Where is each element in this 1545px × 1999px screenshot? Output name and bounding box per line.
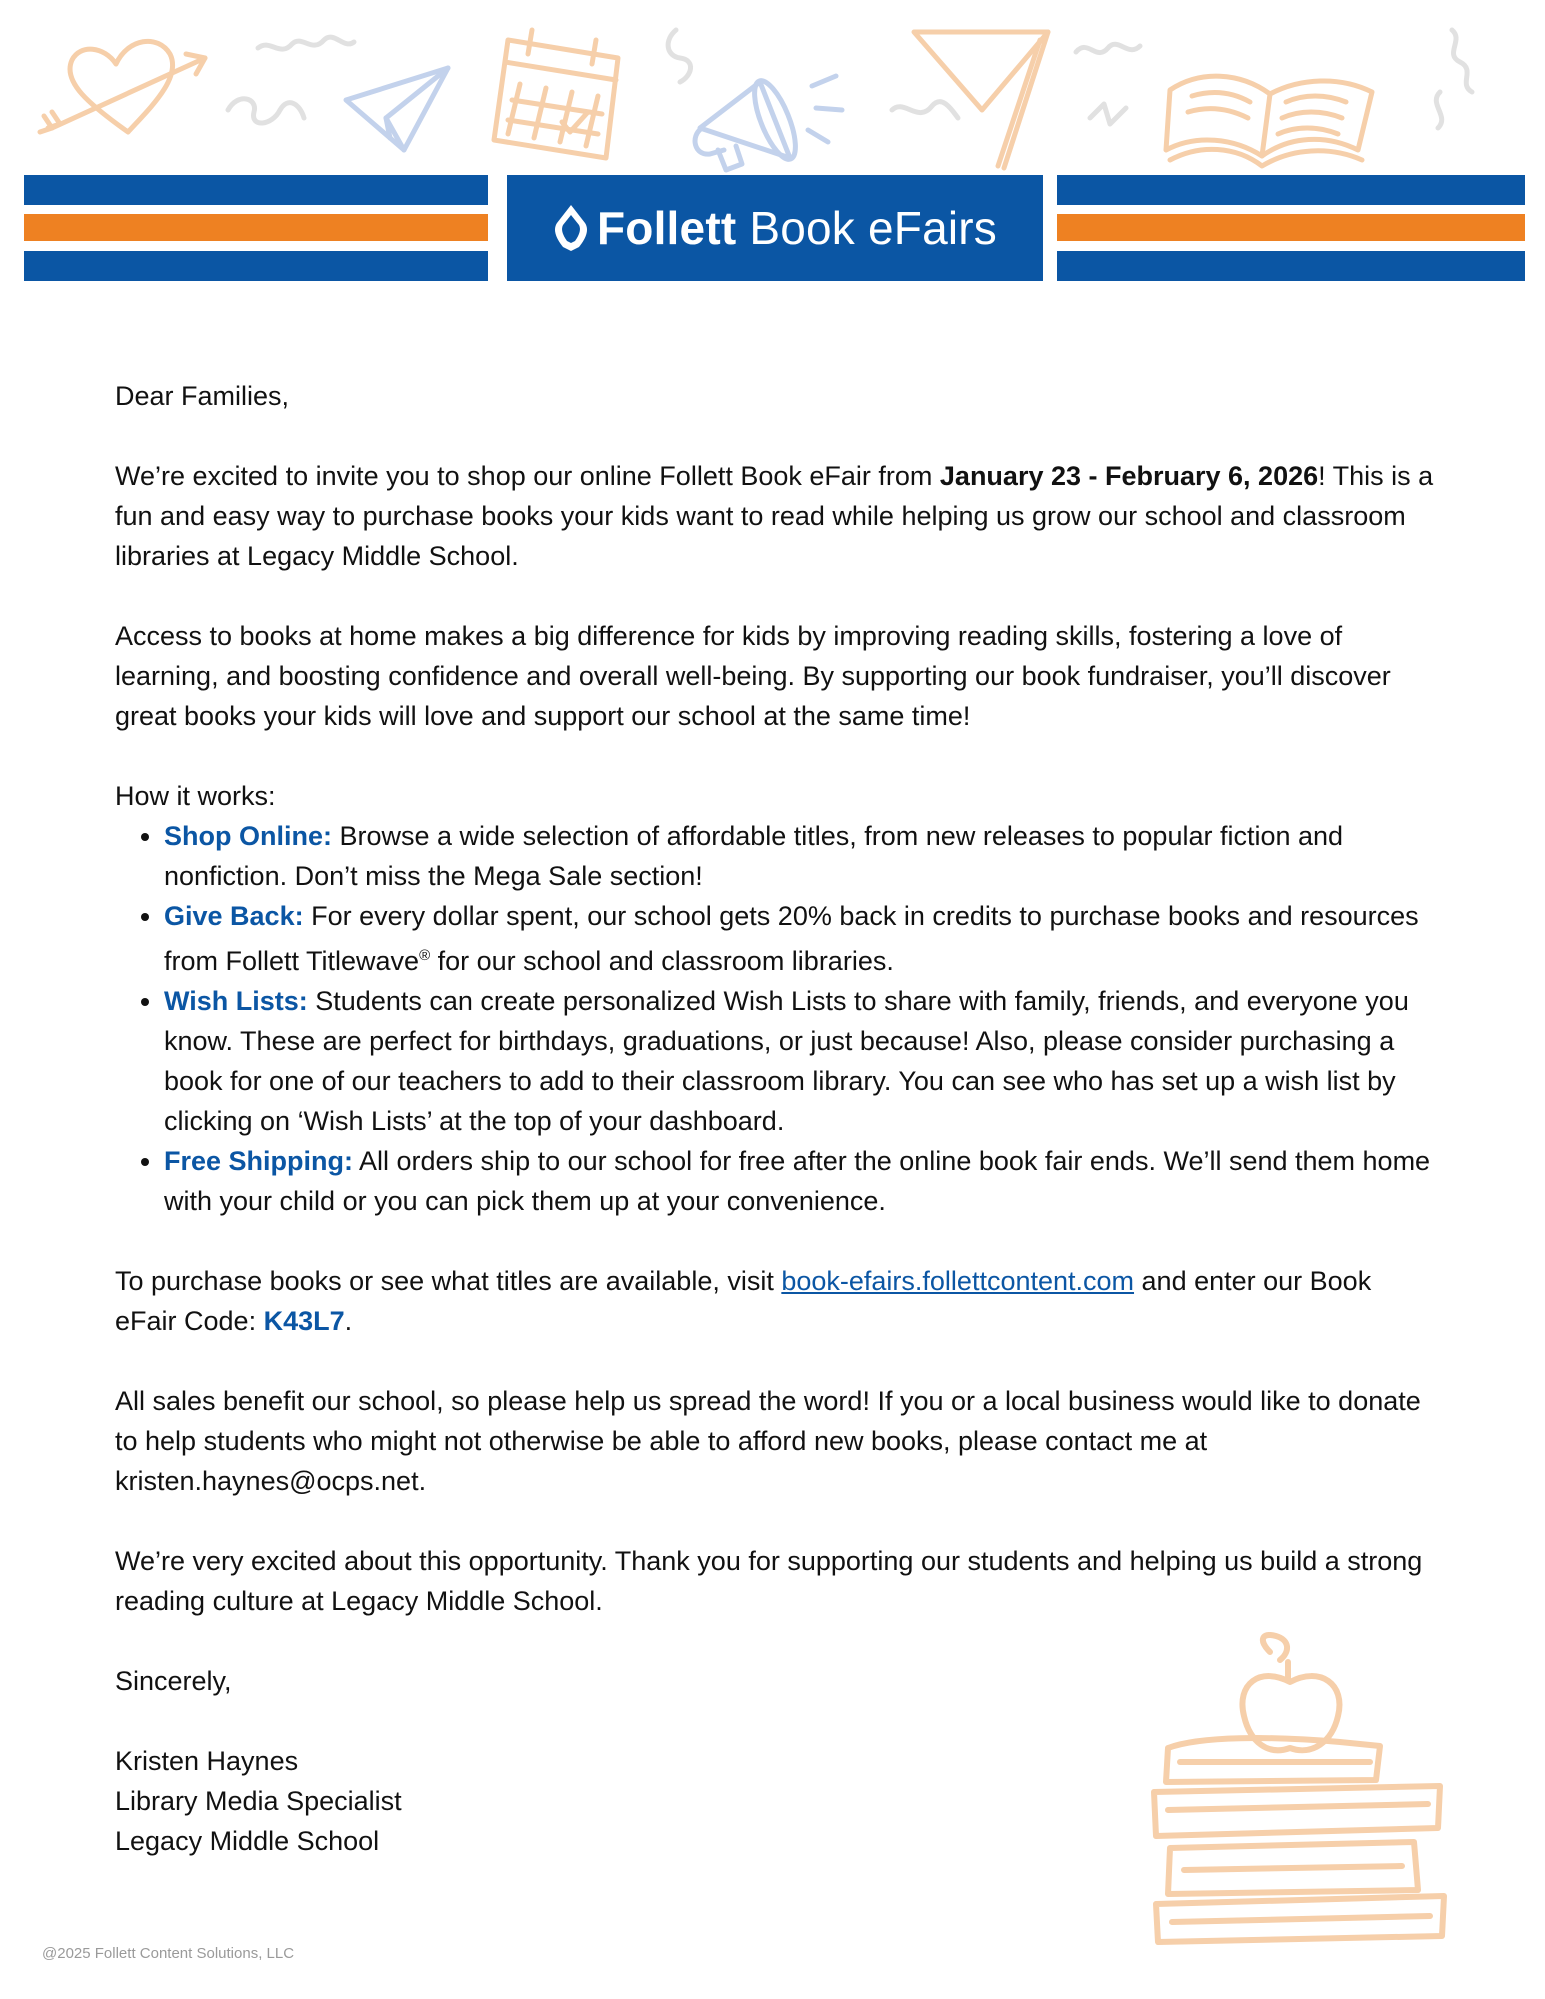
list-item: • Free Shipping: All orders ship to our school for free after the online book fair ends. We’ll send them home with your child or you can pick them up at your convenience. bbox=[164, 1141, 1440, 1221]
how-it-works-list bbox=[115, 816, 1440, 1221]
follett-logo-icon bbox=[553, 203, 589, 253]
bullet-label: Free Shipping: bbox=[164, 1146, 353, 1176]
banner-stripe bbox=[1057, 214, 1525, 241]
banner-stripe bbox=[24, 251, 488, 281]
registered-mark: ® bbox=[419, 947, 431, 964]
logo-text-light: Book eFairs bbox=[749, 202, 997, 254]
greeting: Dear Families, bbox=[115, 381, 290, 411]
thanks-paragraph: We’re very excited about this opportunity. Thank you for supporting our students and helping us build a strong reading culture at Legacy Middle School. bbox=[115, 1546, 1423, 1616]
visit-paragraph: To purchase books or see what titles are available, visit book-efairs.follettcontent.com and enter our Book eFair Code: K43L7. bbox=[115, 1266, 1372, 1336]
signature-title: Library Media Specialist bbox=[115, 1786, 402, 1816]
sales-paragraph: All sales benefit our school, so please help us spread the word! If you or a local business would like to donate to help students who might not otherwise be able to afford new books, please contact me at kristen.haynes@ocps.net. bbox=[115, 1386, 1421, 1496]
bullet-label: Give Back: bbox=[164, 901, 304, 931]
efairs-link[interactable]: book-efairs.follettcontent.com bbox=[781, 1266, 1135, 1296]
banner-stripe bbox=[1057, 251, 1525, 281]
closing: Sincerely, bbox=[115, 1666, 232, 1696]
apple-on-books-icon bbox=[1140, 1632, 1460, 1952]
fair-dates: January 23 - February 6, 2026 bbox=[939, 461, 1319, 491]
list-item: • Wish Lists: Students can create personalized Wish Lists to share with family, friends, and everyone you know. These are perfect for birthdays, graduations, or just because! Also, please consider purchasing a book for one of our teachers to add to their classroom library. You can see who has set up a wish list by clicking on ‘Wish Lists’ at the top of your dashboard. bbox=[164, 981, 1440, 1141]
bullet-label: Shop Online: bbox=[164, 821, 332, 851]
banner-stripe bbox=[24, 175, 488, 205]
signature-name: Kristen Haynes bbox=[115, 1746, 299, 1776]
list-item: • Shop Online: Browse a wide selection of affordable titles, from new releases to popular fiction and nonfiction. Don’t miss the Mega Sale section! bbox=[164, 816, 1440, 896]
follett-logo bbox=[507, 175, 1043, 281]
banner-stripe bbox=[24, 214, 488, 241]
intro-paragraph: We’re excited to invite you to shop our online Follett Book eFair from January 23 - February 6, 2026! This is a fun and easy way to purchase books your kids want to read while helping us grow our school and classroom libraries at Legacy Middle School. bbox=[115, 461, 1434, 571]
signature-school: Legacy Middle School bbox=[115, 1826, 380, 1856]
how-it-works-title: How it works: bbox=[115, 781, 276, 811]
copyright-footer: @2025 Follett Content Solutions, LLC bbox=[42, 1945, 295, 1962]
list-item: • Give Back: For every dollar spent, our school gets 20% back in credits to purchase books and resources from Follett Titlewave® for our school and classroom libraries. bbox=[164, 896, 1440, 981]
banner-stripe bbox=[1057, 175, 1525, 205]
header-banner bbox=[0, 0, 1545, 300]
benefits-paragraph: Access to books at home makes a big difference for kids by improving reading skills, fostering a love of learning, and boosting confidence and overall well-being. By supporting our book fundraiser, you’ll discover great books your kids will love and support our school at the same time! bbox=[115, 621, 1391, 731]
efair-code: K43L7 bbox=[263, 1306, 345, 1336]
bullet-label: Wish Lists: bbox=[164, 986, 308, 1016]
logo-text-bold: Follett bbox=[596, 202, 737, 254]
